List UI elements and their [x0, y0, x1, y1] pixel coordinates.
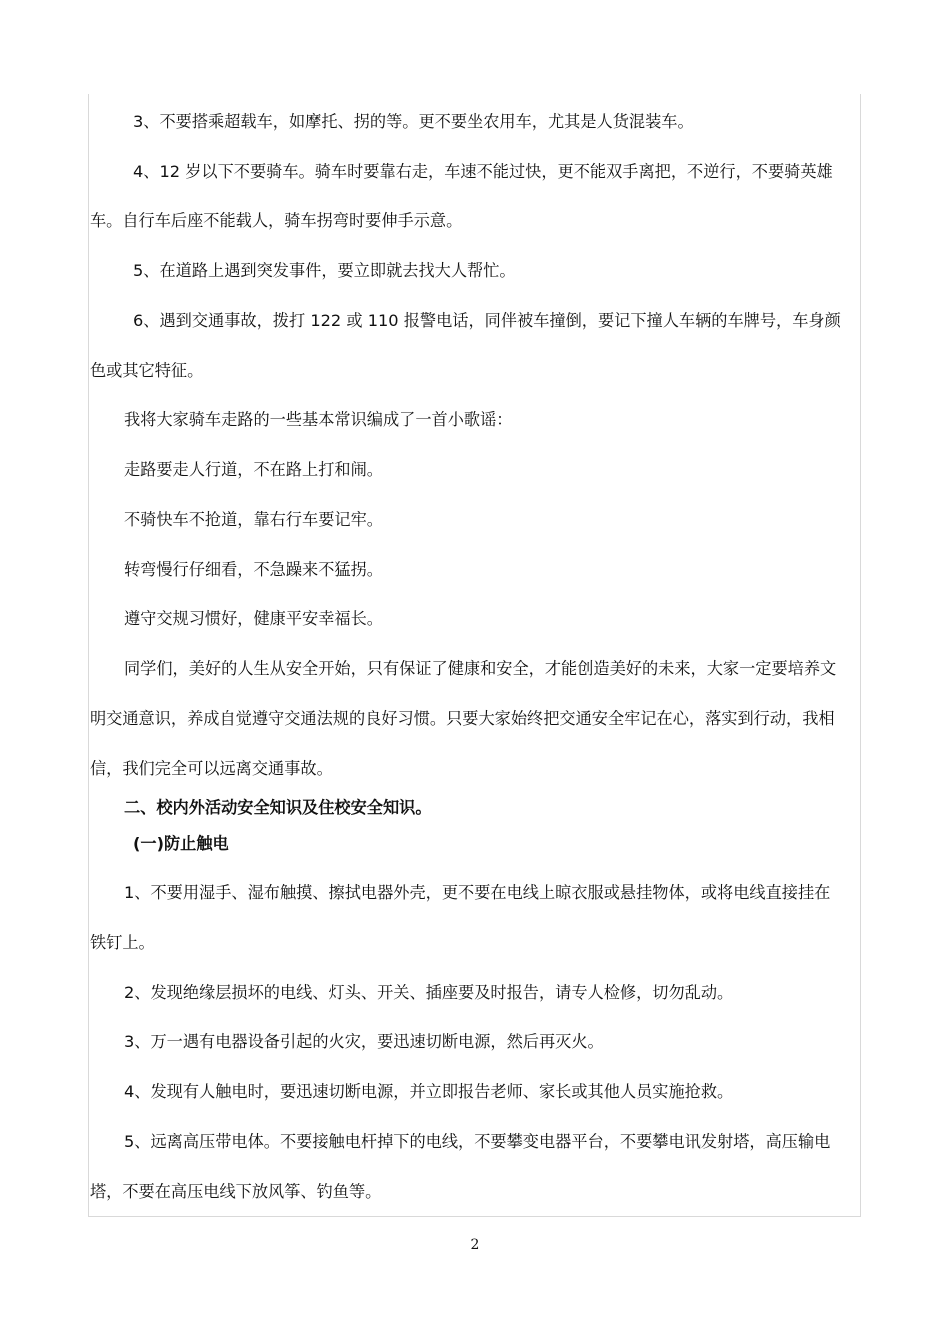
song-line-2: 不骑快车不抢道，靠右行车要记牢。 — [124, 510, 383, 529]
shock-rule-5-line-1: 5、远离高压带电体。不要接触电杆掉下的电线，不要攀变电器平台，不要攀电讯发射塔，高压输电 — [124, 1132, 831, 1151]
paragraph-rule-6-line-1: 6、遇到交通事故，拨打 122 或 110 报警电话，同伴被车撞倒，要记下撞人车辆的车牌号，车身颜 — [133, 311, 841, 330]
shock-rule-2: 2、发现绝缘层损坏的电线、灯头、开关、插座要及时报告，请专人检修，切勿乱动。 — [124, 983, 734, 1002]
subsection-heading-electric-shock: (一)防止触电 — [133, 834, 229, 853]
song-line-1: 走路要走人行道，不在路上打和闹。 — [124, 460, 383, 479]
paragraph-rule-5: 5、在道路上遇到突发事件，要立即就去找大人帮忙。 — [133, 261, 516, 280]
paragraph-rule-4-line-2: 车。自行车后座不能载人，骑车拐弯时要伸手示意。 — [90, 211, 463, 230]
shock-rule-1-line-1: 1、不要用湿手、湿布触摸、擦拭电器外壳，更不要在电线上晾衣服或悬挂物体，或将电线直接挂在 — [124, 883, 831, 902]
paragraph-rule-6-line-2: 色或其它特征。 — [90, 361, 204, 380]
song-line-4: 遵守交规习惯好，健康平安幸福长。 — [124, 609, 383, 628]
shock-rule-1-line-2: 铁钉上。 — [90, 933, 155, 952]
shock-rule-4: 4、发现有人触电时，要迅速切断电源，并立即报告老师、家长或其他人员实施抢救。 — [124, 1082, 734, 1101]
closing-paragraph-line-2: 明交通意识，养成自觉遵守交通法规的良好习惯。只要大家始终把交通安全牢记在心，落实到行动，我相 — [90, 709, 835, 728]
closing-paragraph-line-1: 同学们，美好的人生从安全开始，只有保证了健康和安全，才能创造美好的未来，大家一定要培养文 — [124, 659, 837, 678]
paragraph-rule-4-line-1: 4、12 岁以下不要骑车。骑车时要靠右走，车速不能过快，更不能双手离把，不逆行，不要骑英雄 — [133, 162, 833, 181]
song-line-3: 转弯慢行仔细看，不急躁来不猛拐。 — [124, 560, 383, 579]
paragraph-rule-3: 3、不要搭乘超载车，如摩托、拐的等。更不要坐农用车，尤其是人货混装车。 — [133, 112, 694, 131]
page-number: 2 — [470, 1237, 480, 1253]
section-heading-2: 二、校内外活动安全知识及住校安全知识。 — [124, 798, 432, 817]
shock-rule-5-line-2: 塔，不要在高压电线下放风筝、钓鱼等。 — [90, 1182, 382, 1201]
closing-paragraph-line-3: 信，我们完全可以远离交通事故。 — [90, 759, 333, 778]
shock-rule-3: 3、万一遇有电器设备引起的火灾，要迅速切断电源，然后再灭火。 — [124, 1032, 604, 1051]
song-intro: 我将大家骑车走路的一些基本常识编成了一首小歌谣： — [124, 410, 513, 429]
